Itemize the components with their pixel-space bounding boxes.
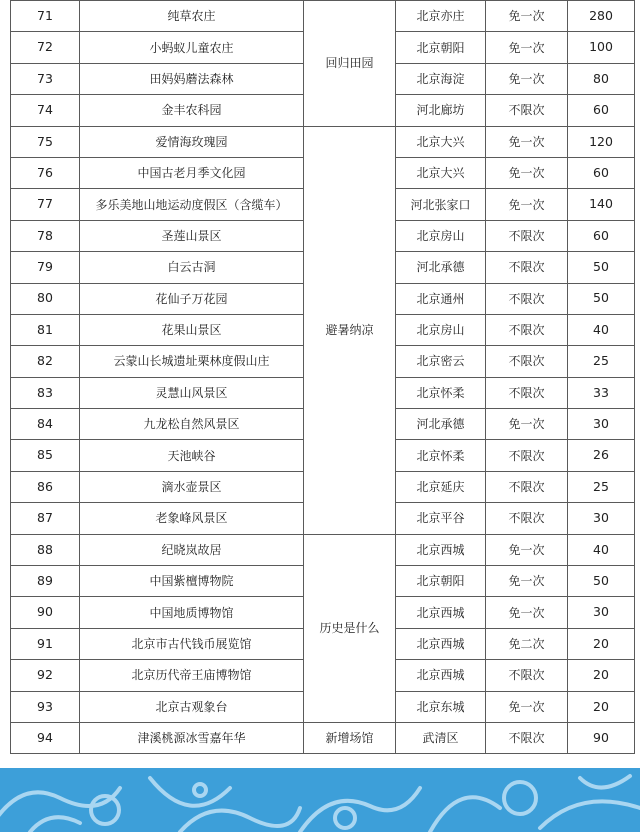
visit-limit: 不限次 [486, 440, 568, 471]
ticket-price: 100 [568, 32, 635, 63]
venue-region: 北京怀柔 [396, 377, 486, 408]
venue-region: 河北廊坊 [396, 95, 486, 126]
ticket-price: 40 [568, 314, 635, 345]
visit-limit: 免一次 [486, 534, 568, 565]
venue-name: 灵慧山风景区 [80, 377, 304, 408]
ticket-price: 30 [568, 503, 635, 534]
venue-name: 九龙松自然风景区 [80, 409, 304, 440]
row-number: 86 [11, 471, 80, 502]
venue-name: 花果山景区 [80, 314, 304, 345]
venue-name: 北京市古代钱币展览馆 [80, 628, 304, 659]
row-number: 85 [11, 440, 80, 471]
row-number: 73 [11, 63, 80, 94]
venue-name: 白云古洞 [80, 252, 304, 283]
row-number: 94 [11, 722, 80, 753]
venue-name: 津溪桃源冰雪嘉年华 [80, 722, 304, 753]
venue-region: 北京房山 [396, 220, 486, 251]
ticket-price: 90 [568, 722, 635, 753]
category-label: 回归田园 [304, 1, 396, 127]
table-row [11, 1, 635, 32]
venue-name: 北京古观象台 [80, 691, 304, 722]
venue-table-body [11, 1, 635, 754]
venue-name: 老象峰风景区 [80, 503, 304, 534]
row-number: 87 [11, 503, 80, 534]
venue-table-sheet [10, 0, 634, 757]
ticket-price: 40 [568, 534, 635, 565]
venue-name: 田妈妈蘑法森林 [80, 63, 304, 94]
ticket-price: 50 [568, 566, 635, 597]
row-number: 92 [11, 660, 80, 691]
venue-table [10, 0, 635, 754]
visit-limit: 不限次 [486, 722, 568, 753]
ticket-price: 280 [568, 1, 635, 32]
footer-banner [0, 768, 640, 832]
venue-name: 中国地质博物馆 [80, 597, 304, 628]
venue-region: 北京西城 [396, 534, 486, 565]
venue-name: 中国古老月季文化园 [80, 157, 304, 188]
visit-limit: 免一次 [486, 691, 568, 722]
venue-name: 纯草农庄 [80, 1, 304, 32]
visit-limit: 不限次 [486, 95, 568, 126]
venue-region: 北京朝阳 [396, 566, 486, 597]
row-number: 93 [11, 691, 80, 722]
venue-region: 北京西城 [396, 660, 486, 691]
table-row [11, 722, 635, 753]
visit-limit: 不限次 [486, 220, 568, 251]
category-label: 避暑纳凉 [304, 126, 396, 534]
ticket-price: 60 [568, 157, 635, 188]
venue-region: 北京西城 [396, 597, 486, 628]
venue-region: 北京密云 [396, 346, 486, 377]
category-label: 历史是什么 [304, 534, 396, 722]
venue-region: 北京海淀 [396, 63, 486, 94]
venue-region: 北京大兴 [396, 126, 486, 157]
row-number: 89 [11, 566, 80, 597]
row-number: 80 [11, 283, 80, 314]
visit-limit: 免一次 [486, 189, 568, 220]
row-number: 78 [11, 220, 80, 251]
row-number: 81 [11, 314, 80, 345]
ticket-price: 20 [568, 660, 635, 691]
row-number: 74 [11, 95, 80, 126]
ticket-price: 140 [568, 189, 635, 220]
ticket-price: 50 [568, 283, 635, 314]
visit-limit: 免一次 [486, 63, 568, 94]
ticket-price: 60 [568, 220, 635, 251]
ticket-price: 80 [568, 63, 635, 94]
venue-name: 花仙子万花园 [80, 283, 304, 314]
visit-limit: 不限次 [486, 377, 568, 408]
ticket-price: 30 [568, 409, 635, 440]
row-number: 90 [11, 597, 80, 628]
visit-limit: 免一次 [486, 597, 568, 628]
row-number: 75 [11, 126, 80, 157]
venue-name: 圣莲山景区 [80, 220, 304, 251]
venue-region: 河北张家口 [396, 189, 486, 220]
ticket-price: 25 [568, 471, 635, 502]
visit-limit: 不限次 [486, 346, 568, 377]
venue-name: 多乐美地山地运动度假区（含缆车） [80, 189, 304, 220]
venue-name: 纪晓岚故居 [80, 534, 304, 565]
row-number: 76 [11, 157, 80, 188]
table-row [11, 126, 635, 157]
ticket-price: 50 [568, 252, 635, 283]
visit-limit: 免一次 [486, 566, 568, 597]
venue-region: 北京通州 [396, 283, 486, 314]
visit-limit: 不限次 [486, 283, 568, 314]
visit-limit: 不限次 [486, 252, 568, 283]
row-number: 83 [11, 377, 80, 408]
visit-limit: 不限次 [486, 503, 568, 534]
venue-region: 北京亦庄 [396, 1, 486, 32]
ticket-price: 20 [568, 691, 635, 722]
venue-name: 北京历代帝王庙博物馆 [80, 660, 304, 691]
visit-limit: 免一次 [486, 157, 568, 188]
venue-region: 北京朝阳 [396, 32, 486, 63]
venue-region: 北京延庆 [396, 471, 486, 502]
venue-name: 滴水壶景区 [80, 471, 304, 502]
venue-name: 天池峡谷 [80, 440, 304, 471]
venue-region: 北京平谷 [396, 503, 486, 534]
venue-region: 北京怀柔 [396, 440, 486, 471]
table-row [11, 534, 635, 565]
ticket-price: 120 [568, 126, 635, 157]
visit-limit: 免二次 [486, 628, 568, 659]
venue-name: 金丰农科园 [80, 95, 304, 126]
ticket-price: 33 [568, 377, 635, 408]
row-number: 77 [11, 189, 80, 220]
ticket-price: 30 [568, 597, 635, 628]
venue-region: 北京西城 [396, 628, 486, 659]
row-number: 79 [11, 252, 80, 283]
ticket-price: 20 [568, 628, 635, 659]
venue-region: 武清区 [396, 722, 486, 753]
row-number: 91 [11, 628, 80, 659]
venue-region: 北京大兴 [396, 157, 486, 188]
ticket-price: 60 [568, 95, 635, 126]
row-number: 82 [11, 346, 80, 377]
visit-limit: 免一次 [486, 1, 568, 32]
visit-limit: 不限次 [486, 660, 568, 691]
visit-limit: 不限次 [486, 471, 568, 502]
ticket-price: 26 [568, 440, 635, 471]
visit-limit: 免一次 [486, 32, 568, 63]
visit-limit: 免一次 [486, 409, 568, 440]
venue-region: 北京房山 [396, 314, 486, 345]
venue-region: 河北承德 [396, 409, 486, 440]
row-number: 84 [11, 409, 80, 440]
category-label: 新增场馆 [304, 722, 396, 753]
venue-name: 中国紫檀博物院 [80, 566, 304, 597]
row-number: 71 [11, 1, 80, 32]
venue-name: 爱情海玫瑰园 [80, 126, 304, 157]
footer-pattern [0, 768, 640, 832]
venue-region: 河北承德 [396, 252, 486, 283]
visit-limit: 免一次 [486, 126, 568, 157]
row-number: 72 [11, 32, 80, 63]
venue-name: 云蒙山长城遗址栗林度假山庄 [80, 346, 304, 377]
visit-limit: 不限次 [486, 314, 568, 345]
venue-region: 北京东城 [396, 691, 486, 722]
row-number: 88 [11, 534, 80, 565]
venue-name: 小蚂蚁儿童农庄 [80, 32, 304, 63]
ticket-price: 25 [568, 346, 635, 377]
